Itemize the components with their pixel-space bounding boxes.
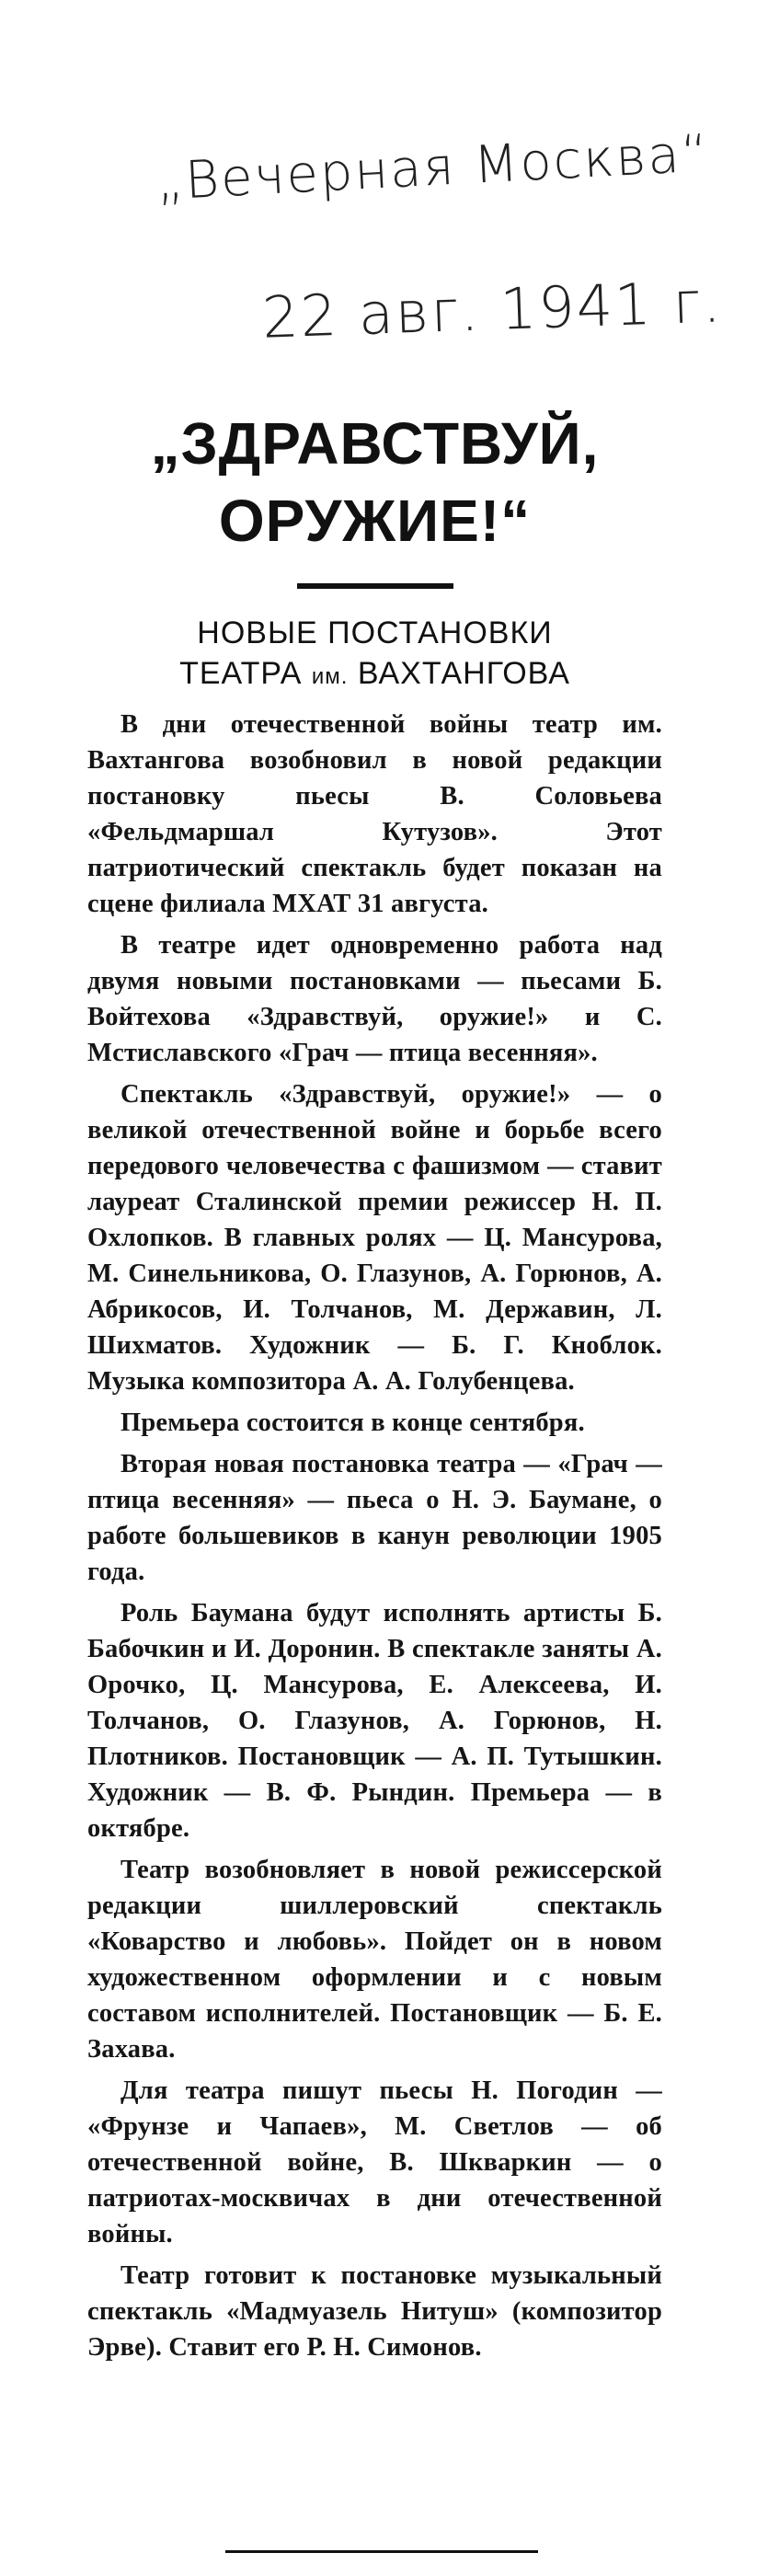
article-paragraph: В театре идет одновременно работа над двумя новыми постановками — пьесами Б. Войтехова «Здравствуй, оружие!» и С. Мстиславского «Грач — птица весенняя». <box>87 931 662 1067</box>
headline-line-1: „ЗДРАВСТВУЙ, <box>150 410 600 477</box>
handwritten-source-note: „Вечерная Москва“ <box>155 123 712 213</box>
subhead-line-2a: ТЕАТРА <box>179 656 303 691</box>
handwritten-date-note: 22 авг. 1941 г. <box>260 268 724 351</box>
subhead-line-2b: им. <box>311 664 349 689</box>
article-subheading <box>87 613 662 697</box>
article-paragraph: Премьера состоится в конце сентября. <box>120 1409 585 1437</box>
article-paragraph: В дни отечественной войны театр им. Вахтангова возобновил в новой редакции постановку пьесы В. Соловьева «Фельдмаршал Кутузов». Этот патриотический спектакль будет показан на сцене филиала МХАТ 31 августа. <box>87 710 662 918</box>
article-paragraph: Вторая новая постановка театра — «Грач — птица весенняя» — пьеса о Н. Э. Баумане, о работе большевиков в канун революции 1905 года. <box>87 1450 662 1586</box>
subhead-line-2c: ВАХТАНГОВА <box>357 656 570 691</box>
article-paragraph: Для театра пишут пьесы Н. Погодин — «Фрунзе и Чапаев», М. Светлов — об отечественной войне, В. Шкваркин — о патриотах-москвичах в дни отечественной войны. <box>87 2076 662 2248</box>
article-paragraph: Спектакль «Здравствуй, оружие!» — о великой отечественной войне и борьбе всего передового человечества с фашизмом — ставит лауреат Сталинской премии режиссер Н. П. Охлопков. В главных ролях — Ц. Мансурова, М. Синельникова, О. Глазунов, А. Горюнов, А. Абрикосов, И. Толчанов, М. Державин, Л. Шихматов. Художник — Б. Г. Кноблок. Музыка композитора А. А. Голубенцева. <box>87 1080 662 1396</box>
headline-divider <box>297 583 453 589</box>
article-body <box>87 707 662 2365</box>
article-paragraph: Театр возобновляет в новой режиссерской редакции шиллеровский спектакль «Коварство и любовь». Пойдет он в новом художественном оформлении и с новым составом исполнителей. Постановщик — Б. Е. Захава. <box>87 1856 662 2064</box>
newspaper-article <box>87 405 662 2371</box>
article-headline <box>87 405 662 559</box>
headline-line-2: ОРУЖИЕ!“ <box>218 488 532 554</box>
subhead-line-1: НОВЫЕ ПОСТАНОВКИ <box>197 615 553 650</box>
article-paragraph: Роль Баумана будут исполнять артисты Б. Бабочкин и И. Доронин. В спектакле заняты А. Орочко, Ц. Мансурова, Е. Алексеева, И. Толчанов, О. Глазунов, А. Горюнов, Н. Плотников. Постановщик — А. П. Тутышкин. Художник — В. Ф. Рындин. Премьера — в октябре. <box>87 1599 662 1843</box>
article-paragraph: Театр готовит к постановке музыкальный спектакль «Мадмуазель Нитуш» (композитор Эрве). Ставит его Р. Н. Симонов. <box>87 2261 662 2362</box>
article-end-rule <box>225 2550 538 2553</box>
